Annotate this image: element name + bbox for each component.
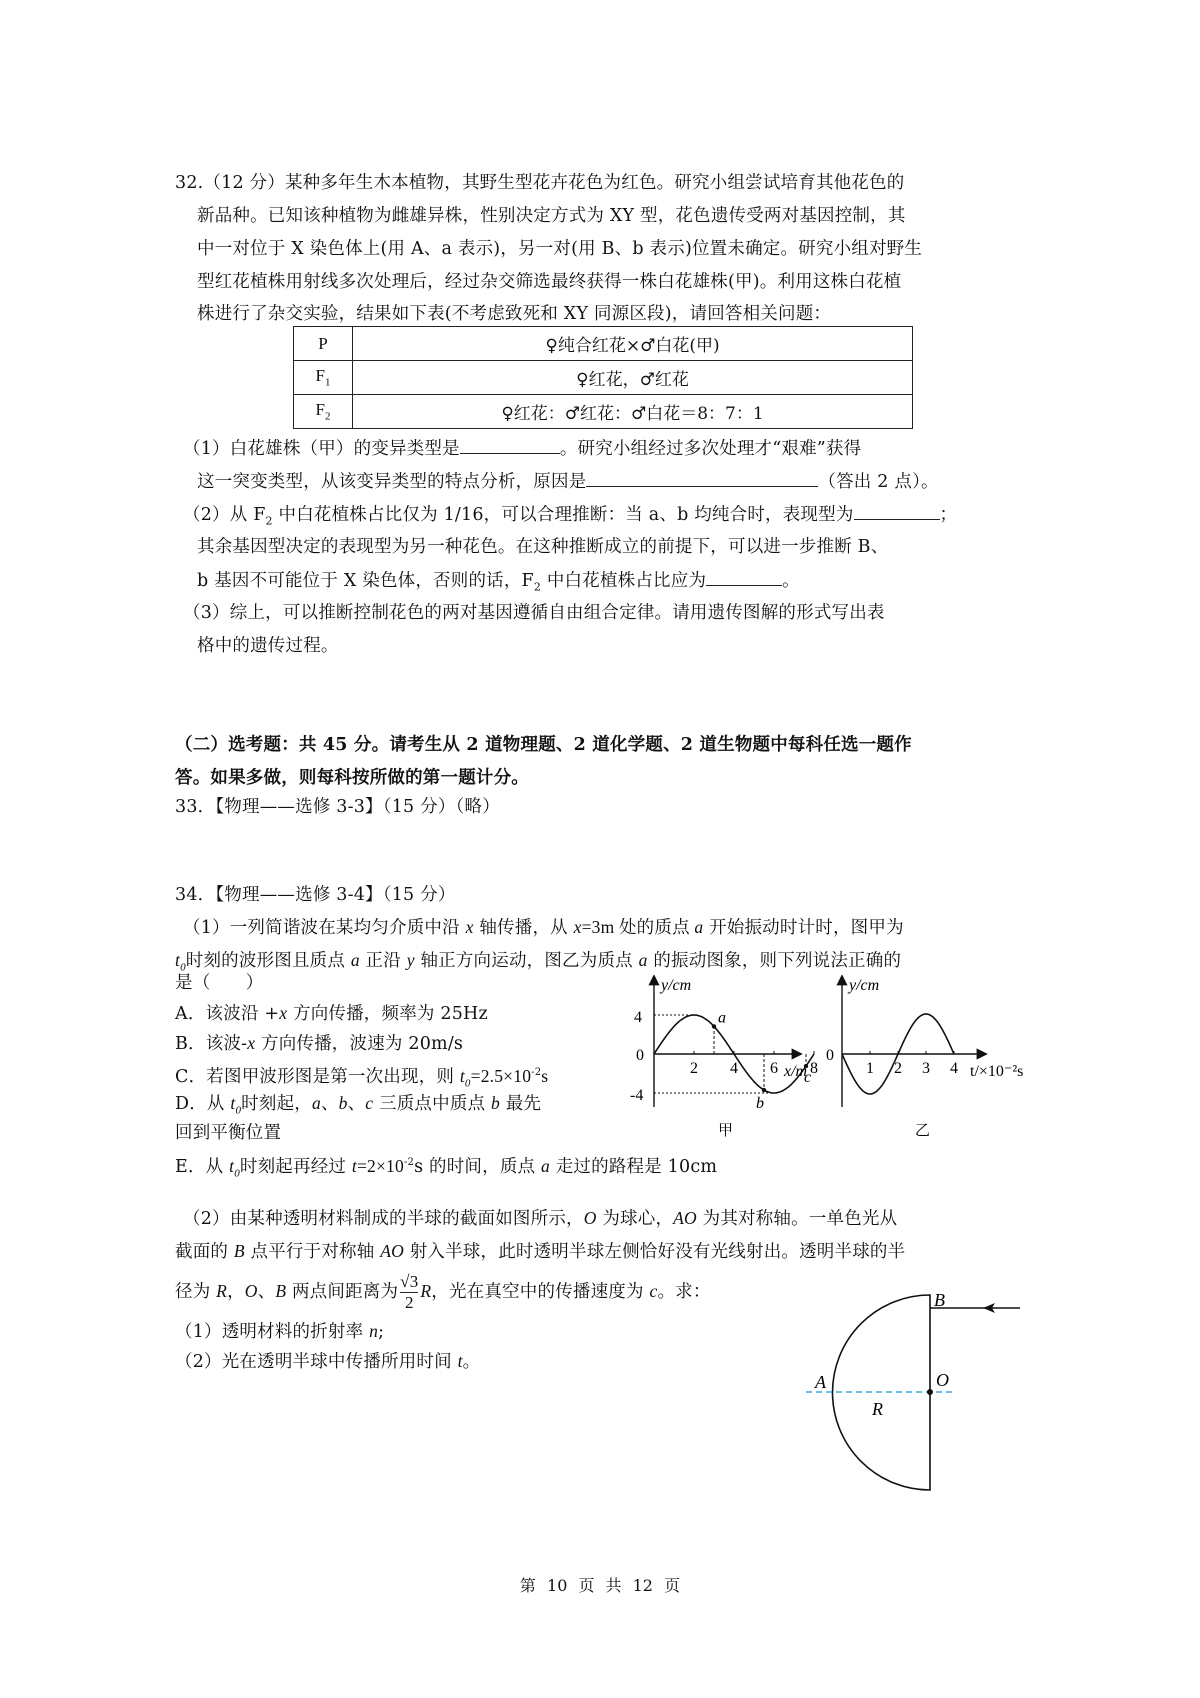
generation-cell: $F_1$ <box>294 361 353 395</box>
q32-line-2: 新品种。已知该种植物为雌雄异株，性别决定方式为 XY 型，花色遗传受两对基因控制，其 <box>197 206 906 226</box>
q32-sub1-line-2: 这一突变类型，从该变异类型的特点分析，原因是 （答出 2 点）。 <box>197 472 939 492</box>
option-d: D．从 $t_0$时刻起，a、b、c 三质点中质点 b 最先 <box>175 1093 542 1117</box>
option-a: A．该波沿 +x 方向传播，频率为 25Hz <box>175 1003 488 1024</box>
y-tick-label: 4 <box>634 1009 642 1026</box>
q33-title: 33．【物理——选修 3-3】（15 分）（略） <box>175 797 500 817</box>
x-axis-label: x/m <box>784 1063 808 1080</box>
option-d-continued: 回到平衡位置 <box>175 1123 282 1143</box>
q32-sub3-line-1: （3）综上，可以推断控制花色的两对基因遵循自由组合定律。请用遗传图解的形式写出表 <box>183 603 885 623</box>
q34-p2-line-3: 径为 R，O、B 两点间距离为 $\frac{√3}{2}$ R，光在真空中的传播速度为 c。求： <box>175 1272 711 1312</box>
page-footer: 第 10 页 共 12 页 <box>519 1576 681 1595</box>
q34-p2-line-2: 截面的 B 点平行于对称轴 AO 射入半球，此时透明半球左侧恰好没有光线射出。透明半球的半 <box>175 1241 906 1262</box>
q34-p2-line-1: （2）由某种透明材料制成的半球的截面如图所示，O 为球心，AO 为其对称轴。一单色光从 <box>183 1208 898 1229</box>
cross-table <box>293 326 913 429</box>
answer-blank[interactable] <box>460 437 560 454</box>
generation-cell: P <box>294 327 353 361</box>
t-tick-label: 4 <box>950 1060 958 1077</box>
section2-heading-line-1: （二）选考题：共 45 分。请考生从 2 道物理题、2 道化学题、2 道生物题中每科任选一题作 <box>175 735 912 755</box>
q34-title: 34．【物理——选修 3-4】（15 分） <box>175 885 456 905</box>
q32-line-3: 中一对位于 X 染色体上(用 A、a 表示)，另一对(用 B、b 表示)位置未确定。研究小组对野生 <box>197 239 923 259</box>
center-point-O <box>927 1389 933 1395</box>
t-tick-label: 2 <box>894 1060 902 1077</box>
q34-p2-question-1: （1）透明材料的折射率 n; <box>175 1321 385 1342</box>
q34-p1-line-3: 是（ ） <box>175 973 264 993</box>
figure-caption: 甲 <box>718 1123 734 1139</box>
x-tick-label: 2 <box>690 1060 698 1077</box>
table-row <box>294 361 913 395</box>
q32-sub3-line-2: 格中的遗传过程。 <box>197 636 339 656</box>
point-label-a: a <box>718 1009 726 1027</box>
t-axis-label: t/×10⁻²s <box>970 1063 1024 1080</box>
result-cell: ♀红花，♂红花 <box>353 361 913 395</box>
vibration-graph-yi <box>820 975 1050 1140</box>
option-c: C．若图甲波形图是第一次出现，则 $t_0=2.5\times 10^{-2}s$ <box>175 1065 549 1090</box>
q32-sub2-line-1: （2）从 $F_2$ 中白花植株占比仅为 1/16，可以合理推断：当 a、b 均纯合时，表现型为 ； <box>183 505 958 528</box>
option-e: E．从 $t_0$时刻起再经过 $t=2\times 10^{-2}s$ 的时间，质点 a 走过的路程是 10cm <box>175 1155 718 1180</box>
y-axis-label: y/cm <box>849 977 880 994</box>
q34-p1-line-1: （1）一列简谐波在某均匀介质中沿 x 轴传播，从 x=3m 处的质点 a 开始振动时计时，图甲为 <box>183 917 904 938</box>
point-label-c: c <box>804 1069 812 1087</box>
q32-line-1: 32.（12 分）某种多年生木本植物，其野生型花卉花色为红色。研究小组尝试培育其他花色的 <box>175 173 905 193</box>
option-b: B．该波-x 方向传播，波速为 20m/s <box>175 1033 464 1054</box>
fraction-sqrt3-over-2: $\frac{√3}{2}$ <box>400 1272 419 1312</box>
label-R: R <box>872 1399 883 1419</box>
y-tick-label: 0 <box>636 1047 644 1064</box>
x-tick-label: 8 <box>810 1060 818 1077</box>
x-tick-label: 6 <box>770 1060 778 1077</box>
y-axis-label: y/cm <box>661 977 692 994</box>
table-row <box>294 327 913 361</box>
x-tick-label: 4 <box>730 1060 738 1077</box>
q34-p1-line-2: $t_0$时刻的波形图且质点 a 正沿 y 轴正方向运动，图乙为质点 a 的振动图象，则下列说法正确的 <box>175 950 902 974</box>
t-tick-label: 1 <box>866 1060 874 1077</box>
q34-p2-question-2: （2）光在透明半球中传播所用时间 t。 <box>175 1351 481 1372</box>
q32-sub1-line-1: （1）白花雄株（甲）的变异类型是 。研究小组经过多次处理才“艰难”获得 <box>183 439 862 459</box>
point-a <box>712 1024 716 1028</box>
label-O: O <box>936 1370 949 1390</box>
y-tick-label: -4 <box>630 1087 644 1104</box>
label-B: B <box>934 1290 945 1310</box>
result-cell: ♀红花：♂红花：♂白花＝8：7：1 <box>353 395 913 429</box>
section2-heading-line-2: 答。如果多做，则每科按所做的第一题计分。 <box>175 768 529 788</box>
figure-caption: 乙 <box>915 1123 931 1139</box>
answer-blank[interactable] <box>706 569 782 586</box>
q32-line-4: 型红花植株用射线多次处理后，经过杂交筛选最终获得一株白花雄株(甲)。利用这株白花植 <box>197 272 902 292</box>
wave-graph-jia <box>630 975 820 1140</box>
point-b <box>762 1088 766 1092</box>
answer-blank[interactable] <box>854 503 940 520</box>
label-A: A <box>815 1372 826 1392</box>
q32-sub2-line-3: b 基因不可能位于 X 染色体，否则的话，$F_2$ 中白花植株占比应为 。 <box>197 571 800 594</box>
hemisphere-diagram <box>790 1290 1050 1520</box>
q32-sub2-line-2: 其余基因型决定的表现型为另一种花色。在这种推断成立的前提下，可以进一步推断 B、 <box>197 537 889 557</box>
t-tick-label: 3 <box>922 1060 930 1077</box>
generation-cell: $F_2$ <box>294 395 353 429</box>
result-cell: ♀纯合红花×♂白花(甲) <box>353 327 913 361</box>
q32-line-5: 株进行了杂交实验，结果如下表(不考虑致死和 XY 同源区段)，请回答相关问题： <box>197 304 832 324</box>
answer-blank[interactable] <box>586 470 818 487</box>
point-label-b: b <box>756 1095 764 1113</box>
table-row <box>294 395 913 429</box>
origin-label: 0 <box>826 1047 834 1064</box>
